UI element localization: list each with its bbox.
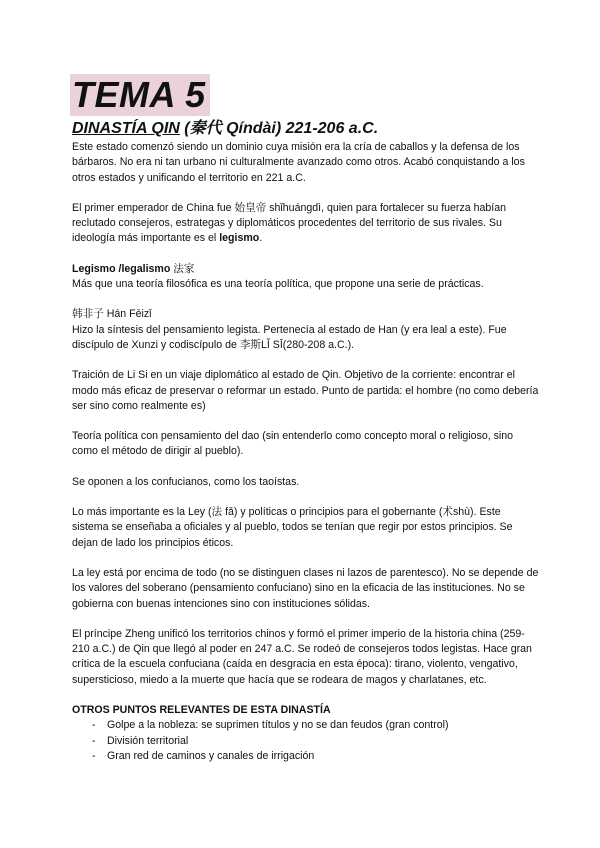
emperor-text: El primer emperador de China fue 始皇帝 shǐhuángdì, quien para fortalecer su fuerza habían reclutado consejeros, estrategas y diplomáticos procedentes del territorio de sus rivales. Su ideología más importante es el: [72, 201, 506, 245]
paragraph-traicion: Traición de Li Si en un viaje diplomático al estado de Qin. Objetivo de la corriente: encontrar el modo más eficaz de preservar o reformar un estado. Punto de partida: el hombre (no como debería ser sino como realmente es): [72, 369, 539, 412]
page-title: TEMA 5: [72, 74, 206, 115]
list-item: - Gran red de caminos y canales de irrigación: [92, 749, 540, 764]
dynasty-dates: (秦代 Qíndài) 221-206 a.C.: [179, 120, 379, 137]
otros-heading: OTROS PUNTOS RELEVANTES DE ESTA DINASTÍA: [72, 704, 331, 717]
paragraph-zheng: El príncipe Zheng unificó los territorios chinos y formó el primer imperio de la historia china (259-210 a.C.) de Qin que llegó al poder en 247 a.C. Se rodeó de consejeros todos legistas. Hace gran crítica de la escuela confuciana (caída en desgracia en esta época): tirano, violento, vengativo, supersticioso, miedo a la muerte que hacía que se rodeara de magos y charlatanes, etc.: [72, 627, 532, 686]
legismo-paragraph: Más que una teoría filosófica es una teoría política, que propone una serie de prácticas.: [72, 278, 484, 291]
paragraph-oponen: Se oponen a los confucianos, como los taoístas.: [72, 475, 300, 488]
dynasty-name: DINASTÍA QIN: [72, 120, 180, 137]
title-highlight: [70, 74, 210, 116]
emperor-bold: legismo: [219, 232, 260, 245]
dynasty-heading: [72, 120, 540, 138]
otros-list: [72, 718, 540, 764]
intro-paragraph: Este estado comenzó siendo un dominio cuya misión era la cría de caballos y la defensa de los bárbaros. No era ni tan urbano ni culturalmente avanzado como otros. Acabó conquistando a los otros estados y unificando el territorio en 221 a.C.: [72, 141, 525, 184]
hanfei-paragraph: Hizo la síntesis del pensamiento legista. Pertenecía al estado de Han (y era leal a este). Fue discípulo de Xunzi y codiscípulo de 李斯LǏ SĪ(280-208 a.C.).: [72, 323, 507, 351]
legismo-heading-cn: 法家: [170, 262, 195, 275]
legismo-heading-text: Legismo /legalismo: [72, 262, 171, 275]
emperor-end: .: [259, 232, 263, 245]
list-item: - Golpe a la nobleza: se suprimen títulos y no se dan feudos (gran control): [92, 718, 540, 733]
list-item: - División territorial: [92, 734, 540, 749]
paragraph-ley: Lo más importante es la Ley (法 fǎ) y políticas o principios para el gobernante (术shù). Este sistema se enseñaba a oficiales y al pueblo, todos se tenían que regir por estos principios. Se dejan de lado los principios éticos.: [72, 506, 513, 549]
paragraph-ley-encima: La ley está por encima de todo (no se distinguen clases ni lazos de parentesco). No se depende de los valores del soberano (pensamiento confuciano) sino en la eficacia de las instituciones. No se gobierna con buenas intenciones sino con instituciones sólidas.: [72, 566, 539, 610]
legismo-heading: [72, 262, 540, 277]
emperor-paragraph: [72, 201, 540, 247]
paragraph-teoria: Teoría política con pensamiento del dao (sin entenderlo como concepto moral o religioso, sino como el método de dirigir al pueblo).: [72, 430, 514, 458]
hanfei-name: 韩非子 Hán Fēizǐ: [72, 308, 152, 321]
